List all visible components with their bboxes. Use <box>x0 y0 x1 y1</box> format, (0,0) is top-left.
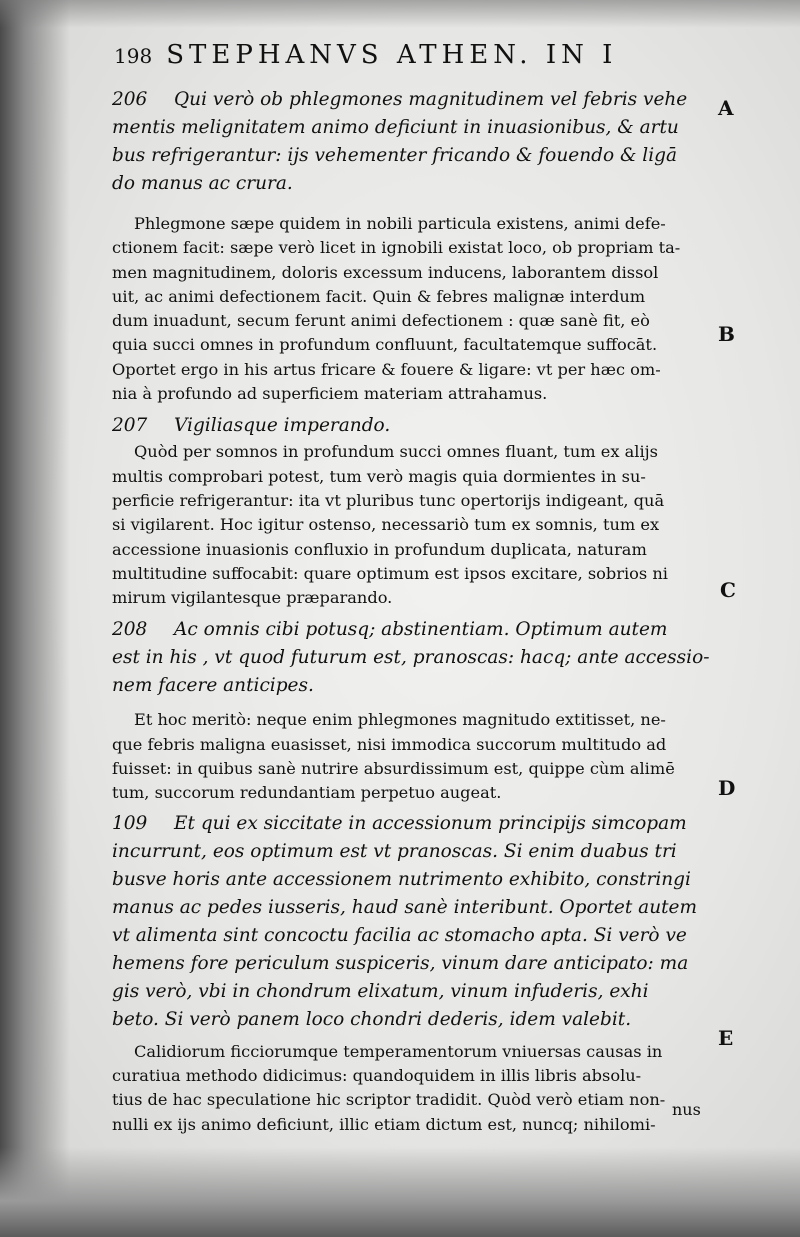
section-number: 206 <box>112 89 148 110</box>
page-shadow-left <box>0 0 70 1237</box>
commentary-line: Calidiorum ficciorumque temperamentorum vniuersas causas in <box>134 1041 663 1061</box>
commentary-line: accessione inuasionis confluxio in profundum duplicata, naturam <box>112 539 647 559</box>
margin-letter-c: C <box>720 578 736 602</box>
lemma-line: hemens fore periculum suspiceris, vinum dare anticipato: ma <box>112 952 689 974</box>
entry-207 <box>112 412 712 610</box>
entry-206 <box>112 86 712 406</box>
commentary-line: tius de hac speculatione hic scriptor tradidit. Quòd verò etiam non- <box>112 1090 666 1110</box>
lemma-line: vt alimenta sint concoctu facilia ac stomacho apta. Si verò ve <box>112 924 687 946</box>
entry-109 <box>112 810 712 1137</box>
commentary-line: Phlegmone sæpe quidem in nobili particula existens, animi defe- <box>134 214 666 233</box>
text-column <box>112 40 712 1137</box>
commentary-line: curatiua methodo didicimus: quandoquidem in illis libris absolu- <box>112 1065 642 1085</box>
lemma-line: gis verò, vbi in chondrum elixatum, vinum infuderis, exhi <box>112 980 649 1002</box>
lemma <box>112 412 712 440</box>
commentary-line: quia succi omnes in profundum confluunt, facultatemque suffocāt. <box>112 335 658 355</box>
commentary-line: si vigilarent. Hoc igitur ostenso, necessariò tum ex somnis, tum ex <box>112 515 660 535</box>
commentary <box>112 212 712 406</box>
commentary <box>112 440 712 610</box>
lemma-line: beto. Si verò panem loco chondri dederis, idem valebit. <box>112 1008 632 1030</box>
commentary-line: Oportet ergo in his artus fricare & fouere & ligare: vt per hæc om- <box>112 359 661 379</box>
running-head <box>114 40 712 86</box>
commentary-line: uit, ac animi defectionem facit. Quin & febres malignæ interdum <box>112 286 646 306</box>
commentary-line: men magnitudinem, doloris excessum inducens, laborantem dissol <box>112 262 659 282</box>
lemma-line: manus ac pedes iusseris, haud sanè interibunt. Oportet autem <box>112 896 698 918</box>
commentary <box>112 708 712 805</box>
lemma-line: 109 Et qui ex siccitate in accessionum principijs simcopam <box>112 810 712 838</box>
lemma-line: 208 Ac omnis cibi potusq; abstinentiam. Optimum autem <box>112 616 712 644</box>
margin-letter-e: E <box>718 1026 734 1050</box>
entry-208 <box>112 616 712 805</box>
lemma-line: 206 Qui verò ob phlegmones magnitudinem vel febris vehe <box>112 86 712 114</box>
lemma-line: mentis melignitatem animo deficiunt in inuasionibus, & artu <box>112 117 679 138</box>
page-number: 198 <box>114 44 153 68</box>
lemma <box>112 810 712 1034</box>
commentary-line: nia à profundo ad superficiem materiam attrahamus. <box>112 384 548 404</box>
lemma-line: est in his , vt quod futurum est, pranoscas: hacq; ante accessio- <box>112 647 710 669</box>
section-number: 109 <box>112 812 148 834</box>
lemma-line: 207 Vigiliasque imperando. <box>112 412 712 440</box>
margin-letter-a: A <box>718 96 734 120</box>
commentary-line: que febris maligna euasisset, nisi immodica succorum multitudo ad <box>112 734 667 754</box>
commentary-line: fuisset: in quibus sanè nutrire absurdissimum est, quippe cùm alimē <box>112 759 675 779</box>
margin-letter-d: D <box>718 776 736 800</box>
lemma-line: incurrunt, eos optimum est vt pranoscas. Si enim duabus tri <box>112 840 677 862</box>
commentary-line: dum inuadunt, secum ferunt animi defectionem : quæ sanè fit, eò <box>112 311 650 331</box>
commentary-line: tum, succorum redundantiam perpetuo augeat. <box>112 783 502 803</box>
margin-letter-b: B <box>718 322 735 346</box>
page-shadow-bottom <box>0 1147 800 1237</box>
commentary-line: nulli ex ijs animo deficiunt, illic etiam dictum est, nuncq; nihilomi- <box>112 1114 656 1134</box>
lemma <box>112 86 712 198</box>
catchword: nus <box>672 1100 701 1119</box>
commentary-line: Et hoc meritò: neque enim phlegmones magnitudo extitisset, ne- <box>134 710 666 730</box>
commentary <box>112 1040 712 1137</box>
page-shadow-top <box>0 0 800 28</box>
section-number: 207 <box>112 415 148 437</box>
commentary-line: mirum vigilantesque præparando. <box>112 588 393 608</box>
commentary-line: perficie refrigerantur: ita vt pluribus tunc opertorijs indigeant, quā <box>112 490 665 510</box>
lemma-line: nem facere anticipes. <box>112 675 314 697</box>
lemma <box>112 616 712 700</box>
running-title: STEPHANVS ATHEN. IN I <box>166 40 618 70</box>
lemma-line: busve horis ante accessionem nutrimento exhibito, constringi <box>112 868 691 890</box>
lemma-line: bus refrigerantur: ijs vehementer fricando & fouendo & ligā <box>112 145 678 166</box>
commentary-line: Quòd per somnos in profundum succi omnes fluant, tum ex alijs <box>134 442 658 462</box>
lemma-line: do manus ac crura. <box>112 173 293 194</box>
section-number: 208 <box>112 619 148 641</box>
commentary-line: multitudine suffocabit: quare optimum est ipsos excitare, sobrios ni <box>112 563 668 583</box>
commentary-line: multis comprobari potest, tum verò magis quia dormientes in su- <box>112 466 646 486</box>
commentary-line: ctionem facit: sæpe verò licet in ignobili existat loco, ob propriam ta- <box>112 238 681 258</box>
